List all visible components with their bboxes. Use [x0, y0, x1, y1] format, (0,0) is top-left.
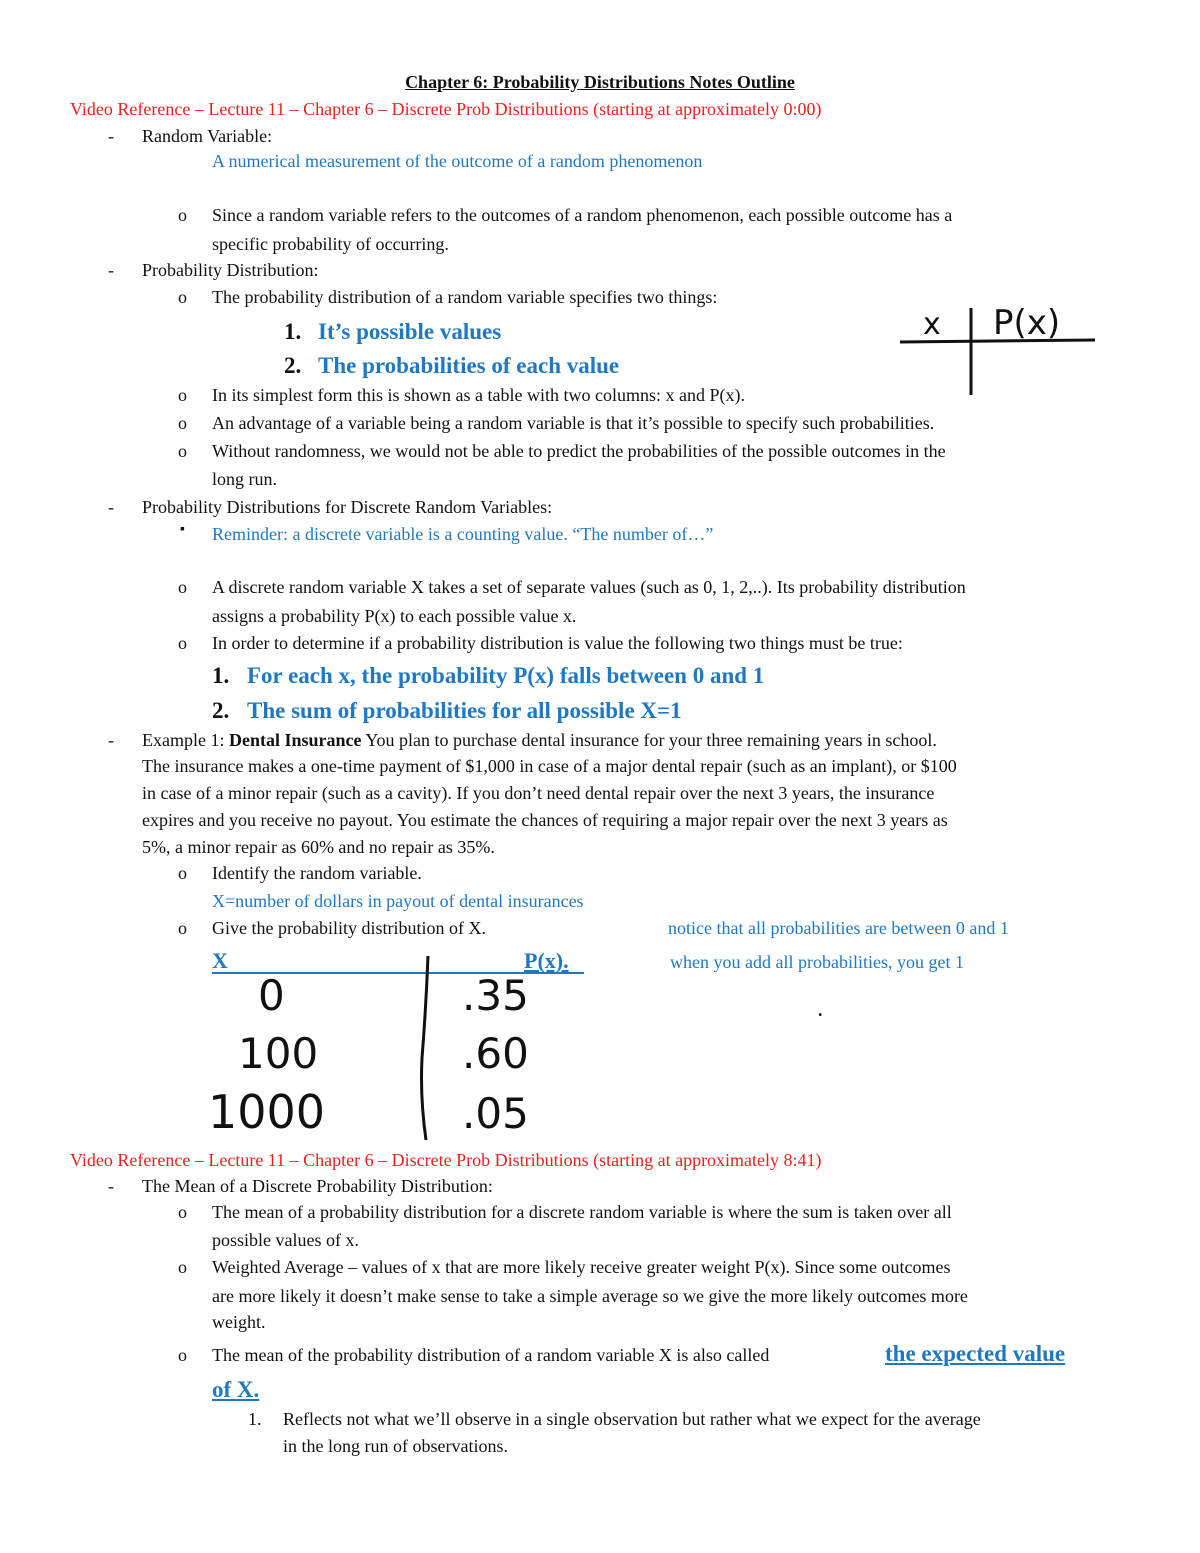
circle-bullet: o — [178, 287, 187, 307]
body-text: Reflects not what we’ll observe in a single observation but rather what we expect for the average — [283, 1409, 981, 1429]
example-name: Dental Insurance — [228, 730, 362, 750]
body-text: Without randomness, we would not be able to predict the probabilities of the possible outcomes in the — [212, 441, 946, 461]
body-text: A discrete random variable X takes a set of separate values (such as 0, 1, 2,..). Its probability distribution — [212, 577, 966, 597]
body-text: specific probability of occurring. — [212, 234, 449, 254]
expected-value-term: the expected value — [885, 1341, 1066, 1366]
circle-bullet: o — [178, 863, 187, 883]
video-reference: Video Reference – Lecture 11 – Chapter 6 – Discrete Prob Distributions (starting at approximately 8:41) — [70, 1150, 822, 1170]
list-number: 1. — [248, 1409, 262, 1429]
col-px-label: P(x). — [524, 948, 569, 973]
section-heading: Probability Distributions for Discrete Random Variables: — [142, 497, 553, 517]
question-text: Give the probability distribution of X. — [212, 918, 486, 938]
body-text: expires and you receive no payout. You estimate the chances of requiring a major repair over the next 3 years as — [142, 810, 948, 830]
body-text: In its simplest form this is shown as a table with two columns: x and P(x). — [212, 385, 745, 405]
sketch-px-label: P(x) — [993, 303, 1061, 343]
emphasis-item: It’s possible values — [318, 319, 502, 344]
table-p-value: .05 — [462, 1089, 529, 1138]
list-number: 2. — [284, 353, 302, 378]
example-line — [142, 730, 937, 752]
dash-bullet: - — [108, 1176, 114, 1196]
circle-bullet: o — [178, 1345, 187, 1365]
table-p-value: .35 — [462, 971, 529, 1020]
circle-bullet: o — [178, 1202, 187, 1222]
body-text: The mean of the probability distribution of a random variable X is also called — [212, 1345, 770, 1365]
example-text: You plan to purchase dental insurance for your three remaining years in school. — [365, 730, 937, 750]
circle-bullet: o — [178, 385, 187, 405]
handwritten-distribution-table — [200, 948, 600, 1148]
circle-bullet: o — [178, 413, 187, 433]
body-text: possible values of x. — [212, 1230, 359, 1250]
rule-item: The sum of probabilities for all possible X=1 — [247, 698, 682, 723]
video-reference: Video Reference – Lecture 11 – Chapter 6 – Discrete Prob Distributions (starting at approximately 0:00) — [70, 99, 822, 119]
expected-value-term: of X. — [212, 1377, 260, 1402]
circle-bullet: o — [178, 633, 187, 653]
body-text: The probability distribution of a random variable specifies two things: — [212, 287, 718, 307]
circle-bullet: o — [178, 441, 187, 461]
reminder-text: Reminder: a discrete variable is a counting value. “The number of…” — [212, 524, 714, 544]
body-text: assigns a probability P(x) to each possible value x. — [212, 606, 577, 626]
stray-dot: . — [818, 1000, 823, 1020]
note-text: notice that all probabilities are between 0 and 1 — [668, 918, 1009, 938]
list-number: 1. — [284, 319, 302, 344]
section-heading: Random Variable: — [142, 126, 273, 146]
emphasis-item: The probabilities of each value — [318, 353, 620, 378]
body-text: Since a random variable refers to the outcomes of a random phenomenon, each possible outcome has a — [212, 205, 953, 225]
body-text: The insurance makes a one-time payment of $1,000 in case of a major dental repair (such as an implant), or $100 — [142, 756, 957, 776]
col-x-label: X — [212, 948, 228, 973]
answer-text: X=number of dollars in payout of dental insurances — [212, 891, 584, 911]
body-text: in the long run of observations. — [283, 1436, 508, 1456]
dash-bullet: - — [108, 730, 114, 750]
body-text: An advantage of a variable being a random variable is that it’s possible to specify such probabilities. — [212, 413, 935, 433]
circle-bullet: o — [178, 918, 187, 938]
circle-bullet: o — [178, 577, 187, 597]
rule-item: For each x, the probability P(x) falls between 0 and 1 — [247, 663, 765, 688]
body-text: The mean of a probability distribution for a discrete random variable is where the sum is taken over all — [212, 1202, 952, 1222]
table-x-value: 0 — [258, 971, 285, 1020]
list-number: 2. — [212, 698, 230, 723]
page-title: Chapter 6: Probability Distributions Notes Outline — [405, 72, 795, 92]
list-number: 1. — [212, 663, 230, 688]
section-heading: Probability Distribution: — [142, 260, 319, 280]
example-label: Example 1: — [142, 730, 225, 750]
body-text: weight. — [212, 1312, 266, 1332]
circle-bullet: o — [178, 1257, 187, 1277]
circle-bullet: o — [178, 205, 187, 225]
question-text: Identify the random variable. — [212, 863, 422, 883]
body-text: Weighted Average – values of x that are more likely receive greater weight P(x). Since some outcomes — [212, 1257, 951, 1277]
note-text: when you add all probabilities, you get 1 — [670, 952, 964, 972]
table-x-value: 100 — [238, 1029, 319, 1078]
definition-text: A numerical measurement of the outcome of a random phenomenon — [212, 151, 703, 171]
body-text: 5%, a minor repair as 60% and no repair as 35%. — [142, 837, 495, 857]
body-text: In order to determine if a probability distribution is value the following two things must be true: — [212, 633, 903, 653]
sketch-x-label: x — [923, 307, 941, 342]
dash-bullet: - — [108, 497, 114, 517]
handwritten-table-sketch — [895, 300, 1105, 400]
body-text: are more likely it doesn’t make sense to take a simple average so we give the more likely outcomes more — [212, 1286, 968, 1306]
square-bullet: ▪ — [180, 522, 185, 537]
table-x-value: 1000 — [208, 1085, 326, 1139]
dash-bullet: - — [108, 260, 114, 280]
dash-bullet: - — [108, 126, 114, 146]
section-heading: The Mean of a Discrete Probability Distribution: — [142, 1176, 493, 1196]
body-text: long run. — [212, 469, 277, 489]
table-p-value: .60 — [462, 1029, 529, 1078]
body-text: in case of a minor repair (such as a cavity). If you don’t need dental repair over the next 3 years, the insurance — [142, 783, 935, 803]
